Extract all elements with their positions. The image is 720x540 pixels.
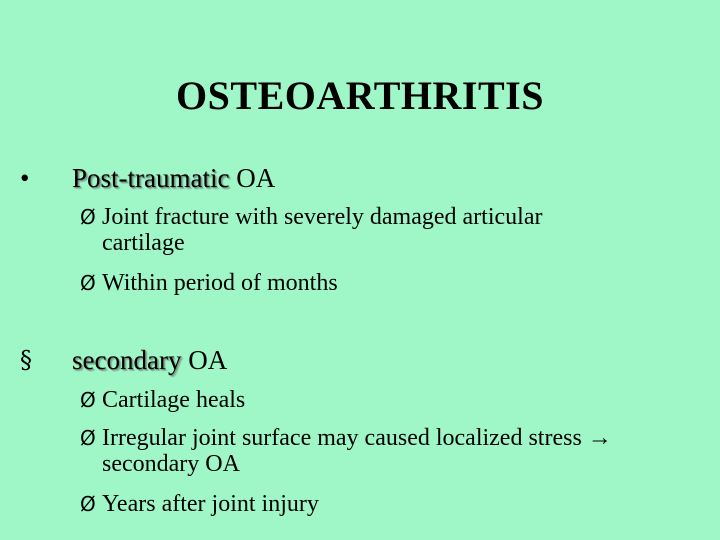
slide-title: OSTEOARTHRITIS — [176, 73, 544, 118]
sub-item — [80, 425, 710, 477]
arrow-bullet-icon: Ø — [80, 492, 96, 516]
sub-item — [80, 270, 700, 296]
arrow-bullet-icon: Ø — [80, 426, 96, 450]
bullet-secondary-oa — [20, 344, 700, 376]
sub-item — [80, 491, 700, 517]
sub-item-text: Joint fracture with severely damaged articular — [102, 204, 543, 230]
sub-item — [80, 387, 700, 413]
bullet-post-traumatic-oa — [20, 162, 700, 194]
bullet-heading-emphasis: secondary — [72, 345, 182, 375]
sub-item-text-continued: cartilage — [102, 230, 185, 256]
bullet-dot-icon: • — [20, 163, 30, 193]
arrow-bullet-icon: Ø — [80, 205, 96, 229]
arrow-bullet-icon: Ø — [80, 271, 96, 295]
bullet-heading-emphasis: Post-traumatic — [72, 163, 230, 193]
bullet-square-icon: § — [20, 346, 32, 374]
sub-item-text-continued: secondary OA — [102, 451, 240, 477]
sub-item-text: Years after joint injury — [102, 491, 319, 517]
bullet-heading — [72, 162, 275, 194]
sub-item — [80, 204, 700, 256]
bullet-heading-suffix: OA — [181, 345, 228, 375]
bullet-heading — [72, 344, 227, 376]
sub-item-text: Cartilage heals — [102, 387, 246, 413]
arrow-bullet-icon: Ø — [80, 388, 96, 412]
sub-item-text: Irregular joint surface may caused localized stress → — [102, 425, 612, 451]
bullet-heading-suffix: OA — [229, 163, 276, 193]
sub-item-text: Within period of months — [102, 270, 338, 296]
